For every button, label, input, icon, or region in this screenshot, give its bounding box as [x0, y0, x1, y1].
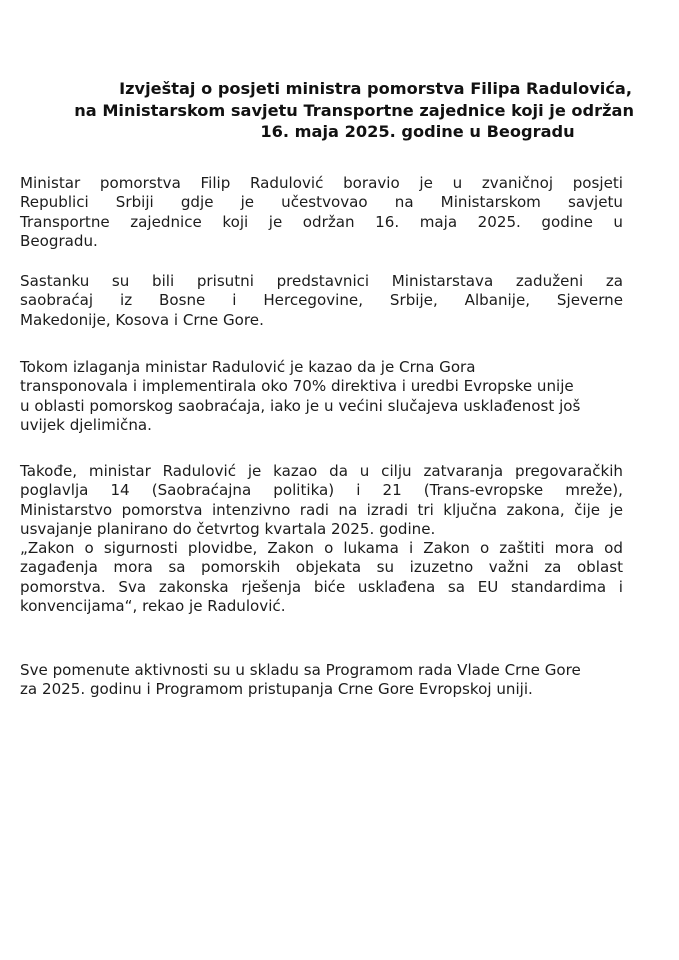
text-line: transponovala i implementirala oko 70% direktiva i uredbi Evropske unije — [20, 377, 574, 396]
title-line: 16. maja 2025. godine u Beogradu — [260, 122, 575, 141]
text-line: poglavlja 14 (Saobraćajna politika) i 21 (Trans-evropske mreže), — [20, 481, 623, 500]
text-line: Takođe, ministar Radulović je kazao da u cilju zatvaranja pregovaračkih — [20, 462, 623, 480]
text-line: konvencijama“, rekao je Radulović. — [20, 597, 286, 616]
text-line: Ministar pomorstva Filip Radulović boravio je u zvaničnoj posjeti — [20, 174, 623, 192]
document-title — [60, 78, 660, 143]
text-line: Republici Srbiji gdje je učestvovao na Ministarskom savjetu — [20, 193, 623, 212]
paragraph-transposition — [20, 358, 623, 435]
text-line: usvajanje planirano do četvrtog kvartala 2025. godine. — [20, 519, 436, 538]
text-line: Transportne zajednice koji je održan 16. maja 2025. godine u — [20, 212, 623, 231]
paragraph-visit — [20, 174, 623, 251]
text-line: „Zakon o sigurnosti plovidbe, Zakon o lukama i Zakon o zaštiti mora od — [20, 539, 623, 558]
text-line: za 2025. godinu i Programom pristupanja Crne Gore Evropskoj uniji. — [20, 680, 533, 699]
text-line: Beogradu. — [20, 231, 98, 250]
text-line: zagađenja mora sa pomorskih objekata su izuzetno važni za oblast — [20, 558, 623, 577]
text-line: uvijek djelimična. — [20, 415, 152, 434]
text-line: Sve pomenute aktivnosti su u skladu sa Programom rada Vlade Crne Gore — [20, 661, 581, 679]
text-line: Tokom izlaganja ministar Radulović je kazao da je Crna Gora — [20, 358, 476, 376]
title-line: Izvještaj o posjeti ministra pomorstva Filipa Radulovića, — [119, 79, 632, 98]
text-line: pomorstva. Sva zakonska rješenja biće usklađena sa EU standardima i — [20, 577, 623, 596]
paragraph-programme — [20, 661, 623, 700]
text-line: u oblasti pomorskog saobraćaja, iako je u većini slučajeva usklađenost još — [20, 396, 581, 415]
title-line: na Ministarskom savjetu Transportne zajednice koji je održan — [74, 100, 634, 120]
text-line: saobraćaj iz Bosne i Hercegovine, Srbije, Albanije, Sjeverne — [20, 291, 623, 310]
paragraph-laws — [20, 462, 623, 616]
text-line: Sastanku su bili prisutni predstavnici Ministarstava zaduženi za — [20, 272, 623, 290]
text-line: Makedonije, Kosova i Crne Gore. — [20, 310, 264, 329]
paragraph-attendees — [20, 272, 623, 330]
text-line: Ministarstvo pomorstva intenzivno radi na izradi tri ključna zakona, čije je — [20, 500, 623, 519]
